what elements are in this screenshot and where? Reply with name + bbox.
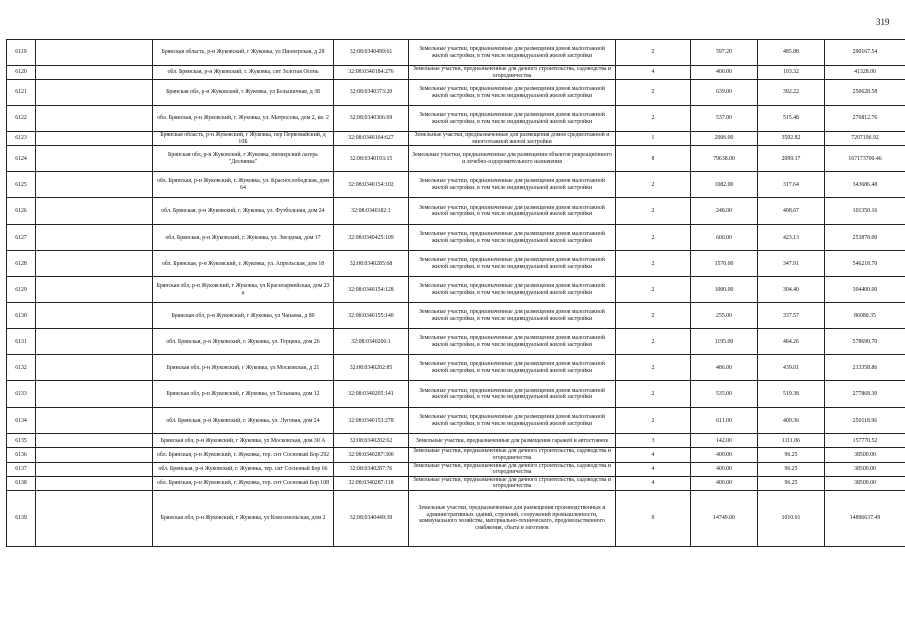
area-cell: 535.00	[691, 381, 758, 408]
cadastral-value-cell: 304400.00	[825, 277, 905, 303]
cadastral-number-cell: 32:08:0340449:39	[334, 490, 409, 546]
category-cell: 9	[616, 490, 691, 546]
row-number-cell: 6136	[7, 448, 36, 462]
category-cell: 2	[616, 303, 691, 329]
area-cell: 400.00	[691, 462, 758, 476]
cadastral-number-cell: 32:08:0340182:1	[334, 198, 409, 225]
category-cell: 2	[616, 355, 691, 381]
cadastral-number-cell: 32:08:0340366:69	[334, 106, 409, 132]
cadastral-number-cell: 32:08:0340205:141	[334, 381, 409, 408]
blank-cell	[36, 277, 153, 303]
address-cell: обл. Брянская, р-н Жуковский, г. Жуковка, ул. Апрельская, дом 18	[153, 251, 334, 277]
cadastral-value-cell: 7207196.92	[825, 132, 905, 146]
cadastral-number-cell: 32:08:0340287:118	[334, 476, 409, 490]
specific-value-cell: 439.01	[758, 355, 825, 381]
land-use-cell: Земельные участки, предназначенные для размещения домов малоэтажной жилой застройки, в том числе индивидуальной жилой застройки	[409, 80, 616, 106]
specific-value-cell: 485.88	[758, 40, 825, 66]
area-cell: 142.00	[691, 434, 758, 448]
specific-value-cell: 1010.01	[758, 490, 825, 546]
blank-cell	[36, 106, 153, 132]
specific-value-cell: 337.57	[758, 303, 825, 329]
cadastral-number-cell: 32:08:0340153:278	[334, 408, 409, 434]
address-cell: Брянская обл, р-н Жуковский, г Жуковка, ул Тельмана, дом 12	[153, 381, 334, 408]
land-use-cell: Земельные участки, предназначенные для размещения объектов рекреационного и лечебно-оздоровительного назначения	[409, 146, 616, 172]
specific-value-cell: 1111.06	[758, 434, 825, 448]
cadastral-number-cell: 32:08:0340154:102	[334, 172, 409, 198]
blank-cell	[36, 80, 153, 106]
cadastral-number-cell: 32:08:0340155:140	[334, 303, 409, 329]
specific-value-cell: 409.36	[758, 408, 825, 434]
category-cell: 4	[616, 476, 691, 490]
address-cell: обл. Брянская, р-н Жуковский, г. Жуковка, ул. Герцена, дом 26	[153, 329, 334, 355]
address-cell: Брянская область, р-н Жуковский, г Жуковка, пер Первомайский, д 10Б	[153, 132, 334, 146]
area-cell: 611.00	[691, 408, 758, 434]
category-cell: 2	[616, 198, 691, 225]
specific-value-cell: 515.48	[758, 106, 825, 132]
land-use-cell: Земельные участки, предназначенные для размещения домов среднеэтажной и многоэтажной жилой застройки	[409, 132, 616, 146]
specific-value-cell: 317.64	[758, 172, 825, 198]
area-cell: 486.00	[691, 355, 758, 381]
category-cell: 2	[616, 80, 691, 106]
land-use-cell: Земельные участки, предназначенные для размещения домов малоэтажной жилой застройки, в том числе индивидуальной жилой застройки	[409, 355, 616, 381]
address-cell: обл. Брянская, р-н Жуковский, г. Жуковка, ул. Краснослободская, дом 64	[153, 172, 334, 198]
land-registry-table	[6, 39, 905, 547]
cadastral-value-cell: 38500.00	[825, 448, 905, 462]
table-row	[7, 303, 905, 329]
table-row	[7, 355, 905, 381]
page-number: 319	[876, 17, 890, 27]
blank-cell	[36, 434, 153, 448]
cadastral-value-cell: 277868.30	[825, 381, 905, 408]
blank-cell	[36, 408, 153, 434]
land-use-cell: Земельные участки, предназначенные для размещения домов малоэтажной жилой застройки, в том числе индивидуальной жилой застройки	[409, 408, 616, 434]
area-cell: 400.00	[691, 476, 758, 490]
row-number-cell: 6139	[7, 490, 36, 546]
row-number-cell: 6132	[7, 355, 36, 381]
specific-value-cell: 408.67	[758, 198, 825, 225]
specific-value-cell: 96.25	[758, 476, 825, 490]
specific-value-cell: 3592.82	[758, 132, 825, 146]
row-number-cell: 6138	[7, 476, 36, 490]
address-cell: Брянская обл, р-н Жуковский, г Жуковка, ул Чапаева, д 80	[153, 303, 334, 329]
cadastral-value-cell: 14896637.49	[825, 490, 905, 546]
cadastral-value-cell: 253878.00	[825, 225, 905, 251]
cadastral-value-cell: 101350.16	[825, 198, 905, 225]
land-use-cell: Земельные участки, предназначенные для размещения домов малоэтажной жилой застройки, в том числе индивидуальной жилой застройки	[409, 381, 616, 408]
area-cell: 248.00	[691, 198, 758, 225]
category-cell: 2	[616, 40, 691, 66]
area-cell: 600.00	[691, 225, 758, 251]
cadastral-value-cell: 578690.70	[825, 329, 905, 355]
cadastral-value-cell: 343686.48	[825, 172, 905, 198]
specific-value-cell: 103.32	[758, 66, 825, 80]
table-row	[7, 408, 905, 434]
category-cell: 4	[616, 448, 691, 462]
blank-cell	[36, 251, 153, 277]
category-cell: 2	[616, 225, 691, 251]
address-cell: Брянская обл, р-н Жуковский, г Жуковка, ул Московская, дом 30 А	[153, 434, 334, 448]
specific-value-cell: 423.13	[758, 225, 825, 251]
blank-cell	[36, 66, 153, 80]
table-row	[7, 434, 905, 448]
blank-cell	[36, 490, 153, 546]
row-number-cell: 6125	[7, 172, 36, 198]
area-cell: 14749.00	[691, 490, 758, 546]
cadastral-number-cell: 32:08:0340287:300	[334, 448, 409, 462]
land-use-cell: Земельные участки, предназначенные для размещения гаражей и автостоянок	[409, 434, 616, 448]
cadastral-number-cell: 32:08:0340206:1	[334, 329, 409, 355]
specific-value-cell: 96.25	[758, 448, 825, 462]
address-cell: Брянская обл, р-н Жуковский, г Жуковка, ул Московская, д 21	[153, 355, 334, 381]
land-use-cell: Земельные участки, предназначенные для размещения производственных и административных зданий, строений, сооружений промышленности, коммунального хозяйства, материально-технического, продовольственного снабжения, сбыта и заготовок	[409, 490, 616, 546]
cadastral-number-cell: 32:08:0340202:85	[334, 355, 409, 381]
category-cell: 2	[616, 408, 691, 434]
cadastral-value-cell: 38500.00	[825, 476, 905, 490]
row-number-cell: 6122	[7, 106, 36, 132]
category-cell: 2	[616, 251, 691, 277]
area-cell: 1000.00	[691, 277, 758, 303]
cadastral-number-cell: 32:08:0340499:61	[334, 40, 409, 66]
area-cell: 79638.00	[691, 146, 758, 172]
land-use-cell: Земельные участки, предназначенные для размещения домов малоэтажной жилой застройки, в том числе индивидуальной жилой застройки	[409, 198, 616, 225]
table-row	[7, 172, 905, 198]
cadastral-value-cell: 546218.70	[825, 251, 905, 277]
category-cell: 4	[616, 462, 691, 476]
land-use-cell: Земельные участки, предназначенные для размещения домов малоэтажной жилой застройки, в том числе индивидуальной жилой застройки	[409, 225, 616, 251]
cadastral-number-cell: 32:08:0340184:276	[334, 66, 409, 80]
cadastral-number-cell: 32:08:0340193:15	[334, 146, 409, 172]
blank-cell	[36, 381, 153, 408]
address-cell: обл. Брянская, р-н Жуковский, г. Жуковка, ул. Матросова, дом 2, кв. 2	[153, 106, 334, 132]
specific-value-cell: 347.91	[758, 251, 825, 277]
cadastral-value-cell: 167173700.46	[825, 146, 905, 172]
address-cell: обл. Брянская, р-н Жуковский, г. Жуковка, ул. Луговая, дом 24	[153, 408, 334, 434]
row-number-cell: 6124	[7, 146, 36, 172]
area-cell: 597.20	[691, 40, 758, 66]
land-use-cell: Земельные участки, предназначенные для дачного строительства, садоводства и огородничества	[409, 448, 616, 462]
row-number-cell: 6129	[7, 277, 36, 303]
row-number-cell: 6128	[7, 251, 36, 277]
category-cell: 3	[616, 434, 691, 448]
cadastral-number-cell: 32:08:0340425:109	[334, 225, 409, 251]
blank-cell	[36, 448, 153, 462]
blank-cell	[36, 146, 153, 172]
blank-cell	[36, 303, 153, 329]
specific-value-cell: 304.40	[758, 277, 825, 303]
cadastral-value-cell: 276812.76	[825, 106, 905, 132]
row-number-cell: 6131	[7, 329, 36, 355]
land-use-cell: Земельные участки, предназначенные для размещения домов малоэтажной жилой застройки, в том числе индивидуальной жилой застройки	[409, 172, 616, 198]
specific-value-cell: 519.38	[758, 381, 825, 408]
row-number-cell: 6121	[7, 80, 36, 106]
area-cell: 639.00	[691, 80, 758, 106]
area-cell: 537.00	[691, 106, 758, 132]
cadastral-value-cell: 250628.58	[825, 80, 905, 106]
table-row	[7, 146, 905, 172]
area-cell: 1570.00	[691, 251, 758, 277]
table-row	[7, 80, 905, 106]
table-row	[7, 476, 905, 490]
specific-value-cell: 2099.17	[758, 146, 825, 172]
area-cell: 2006.00	[691, 132, 758, 146]
row-number-cell: 6123	[7, 132, 36, 146]
cadastral-number-cell: 32:08:0340154:128	[334, 277, 409, 303]
category-cell: 4	[616, 66, 691, 80]
row-number-cell: 6135	[7, 434, 36, 448]
table-row	[7, 132, 905, 146]
land-use-cell: Земельные участки, предназначенные для размещения домов малоэтажной жилой застройки, в том числе индивидуальной жилой застройки	[409, 277, 616, 303]
row-number-cell: 6134	[7, 408, 36, 434]
blank-cell	[36, 329, 153, 355]
land-use-cell: Земельные участки, предназначенные для размещения домов малоэтажной жилой застройки, в том числе индивидуальной жилой застройки	[409, 106, 616, 132]
category-cell: 2	[616, 329, 691, 355]
specific-value-cell: 392.22	[758, 80, 825, 106]
cadastral-value-cell: 86080.35	[825, 303, 905, 329]
address-cell: обл. Брянская, р-н Жуковский, г. Жуковка, ул. Футбольная, дом 24	[153, 198, 334, 225]
blank-cell	[36, 462, 153, 476]
address-cell: Брянская обл, р-н Жуковский, г Жуковка, ул Красноармейская, дом 23 а	[153, 277, 334, 303]
area-cell: 400.00	[691, 66, 758, 80]
category-cell: 2	[616, 381, 691, 408]
row-number-cell: 6126	[7, 198, 36, 225]
table-row	[7, 225, 905, 251]
address-cell: Брянская обл, р-н Жуковский, г Жуковка, пионерский лагерь "Деснянка"	[153, 146, 334, 172]
category-cell: 1	[616, 132, 691, 146]
specific-value-cell: 96.25	[758, 462, 825, 476]
land-use-cell: Земельные участки, предназначенные для дачного строительства, садоводства и огородничества	[409, 476, 616, 490]
address-cell: Брянская обл, р-н Жуковский, г Жуковка, ул Комсомольская, дом 2	[153, 490, 334, 546]
area-cell: 1195.00	[691, 329, 758, 355]
category-cell: 2	[616, 106, 691, 132]
category-cell: 2	[616, 172, 691, 198]
cadastral-value-cell: 157770.52	[825, 434, 905, 448]
table-row	[7, 40, 905, 66]
cadastral-number-cell: 32:08:0340287:76	[334, 462, 409, 476]
address-cell: обл. Брянская, р-н Жуковский, г. Жуковка, тер. снт Сосновый Бор 292	[153, 448, 334, 462]
table-row	[7, 448, 905, 462]
row-number-cell: 6120	[7, 66, 36, 80]
table-row	[7, 66, 905, 80]
area-cell: 1082.00	[691, 172, 758, 198]
table-row	[7, 329, 905, 355]
table-row	[7, 462, 905, 476]
cadastral-number-cell: 32:08:0340164:627	[334, 132, 409, 146]
table-row	[7, 198, 905, 225]
land-use-cell: Земельные участки, предназначенные для дачного строительства, садоводства и огородничества	[409, 66, 616, 80]
row-number-cell: 6130	[7, 303, 36, 329]
blank-cell	[36, 132, 153, 146]
cadastral-value-cell: 41328.00	[825, 66, 905, 80]
table-row	[7, 251, 905, 277]
address-cell: Брянская обл, р-н Жуковский, г Жуковка, ул Большичная, д 38	[153, 80, 334, 106]
blank-cell	[36, 198, 153, 225]
cadastral-value-cell: 213358.86	[825, 355, 905, 381]
cadastral-value-cell: 38500.00	[825, 462, 905, 476]
table-row	[7, 381, 905, 408]
category-cell: 2	[616, 277, 691, 303]
row-number-cell: 6137	[7, 462, 36, 476]
blank-cell	[36, 40, 153, 66]
table-row	[7, 277, 905, 303]
land-use-cell: Земельные участки, предназначенные для размещения домов малоэтажной жилой застройки, в том числе индивидуальной жилой застройки	[409, 40, 616, 66]
blank-cell	[36, 355, 153, 381]
land-use-cell: Земельные участки, предназначенные для дачного строительства, садоводства и огородничества	[409, 462, 616, 476]
row-number-cell: 6119	[7, 40, 36, 66]
blank-cell	[36, 225, 153, 251]
address-cell: обл. Брянская, р-н Жуковский, г. Жуковка, ул. Звездная, дом 17	[153, 225, 334, 251]
area-cell: 400.00	[691, 448, 758, 462]
cadastral-number-cell: 32:08:0340202:62	[334, 434, 409, 448]
cadastral-value-cell: 250118.96	[825, 408, 905, 434]
area-cell: 255.00	[691, 303, 758, 329]
row-number-cell: 6127	[7, 225, 36, 251]
cadastral-number-cell: 32:08:0340285:68	[334, 251, 409, 277]
land-use-cell: Земельные участки, предназначенные для размещения домов малоэтажной жилой застройки, в том числе индивидуальной жилой застройки	[409, 329, 616, 355]
cadastral-number-cell: 32:08:0340373:20	[334, 80, 409, 106]
table-row	[7, 490, 905, 546]
cadastral-value-cell: 290167.54	[825, 40, 905, 66]
row-number-cell: 6133	[7, 381, 36, 408]
land-use-cell: Земельные участки, предназначенные для размещения домов малоэтажной жилой застройки, в том числе индивидуальной жилой застройки	[409, 251, 616, 277]
address-cell: обл. Брянская, р-н Жуковский, г. Жуковка, тер. снт Сосновый Бор 66	[153, 462, 334, 476]
address-cell: обл. Брянская, р-н Жуковский, г. Жуковка, тер. снт Сосновый Бор 108	[153, 476, 334, 490]
address-cell: Брянская область, р-н Жуковский, г Жуковка, ул Пионерская, д 28	[153, 40, 334, 66]
table-row	[7, 106, 905, 132]
blank-cell	[36, 476, 153, 490]
land-use-cell: Земельные участки, предназначенные для размещения домов малоэтажной жилой застройки, в том числе индивидуальной жилой застройки	[409, 303, 616, 329]
specific-value-cell: 484.26	[758, 329, 825, 355]
blank-cell	[36, 172, 153, 198]
category-cell: 8	[616, 146, 691, 172]
address-cell: обл. Брянская, р-н Жуковский, г. Жуковка, снт Золотая Осень	[153, 66, 334, 80]
